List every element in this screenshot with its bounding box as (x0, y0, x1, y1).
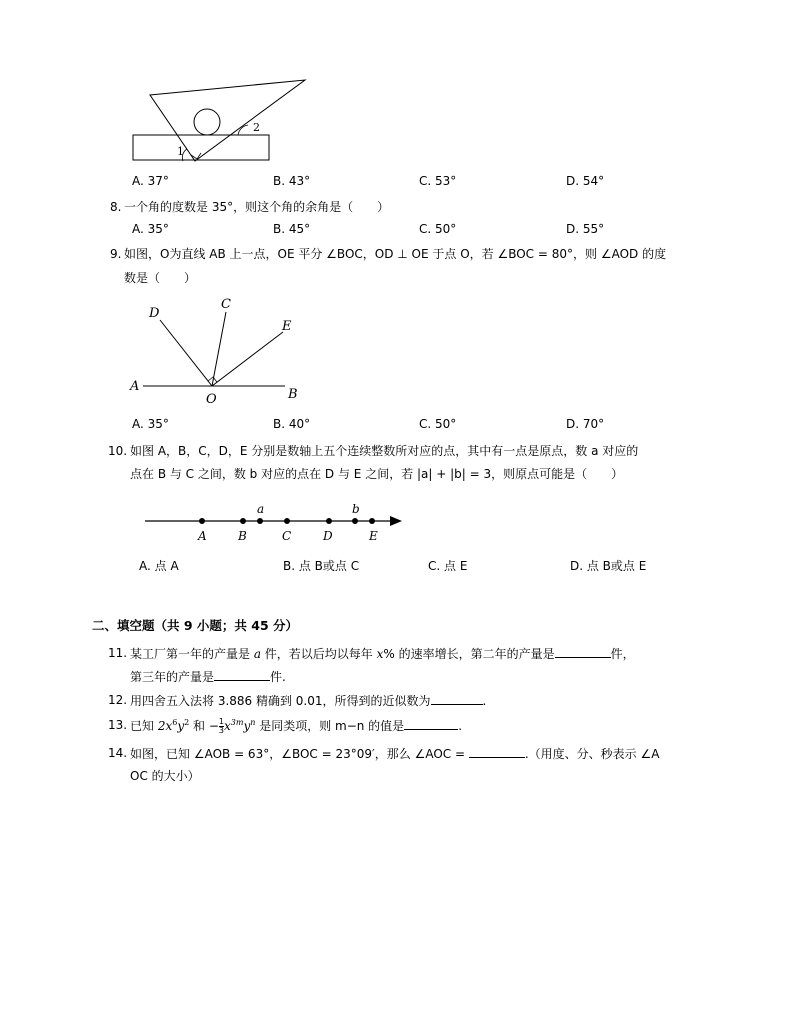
label-b: B (238, 529, 247, 543)
q11-text-a: 某工厂第一年的产量是 (130, 647, 254, 661)
label-b: B (288, 387, 298, 402)
q11-text-e: 第三年的产量是 (130, 670, 215, 684)
point-a (199, 518, 205, 524)
q8-option-a: A. 35° (132, 222, 169, 236)
q9-option-a: A. 35° (132, 417, 169, 431)
label-e: E (369, 529, 378, 543)
q11-blank-2[interactable] (214, 668, 270, 681)
number-line-figure (140, 498, 410, 546)
label-b-value: b (352, 502, 360, 516)
label-d: D (149, 306, 160, 321)
q8-number: 8. (110, 200, 122, 214)
q10-stem-line2: 点在 B 与 C 之间，数 b 对应的点在 D 与 E 之间，若 |a| + |b| = 3，则原点可能是（ ） (130, 467, 624, 481)
q9-stem-line1: 如图，O为直线 AB 上一点，OE 平分 ∠BOC，OD ⊥ OE 于点 O，若 ∠BOC = 80°，则 ∠AOD 的度 (124, 247, 667, 261)
triangle-ruler-figure (125, 75, 315, 170)
q9-option-b: B. 40° (273, 417, 311, 431)
q14-blank[interactable] (469, 745, 525, 758)
q11-var-x: x (376, 647, 384, 661)
label-a-value: a (257, 502, 265, 516)
q13-end: . (458, 719, 463, 733)
q14-line1 (130, 745, 659, 762)
point-e (369, 518, 375, 524)
ray-oe (212, 332, 283, 386)
q11-text-b: 件，若以后均以每年 (260, 647, 377, 661)
q14-line2: OC 的大小） (130, 769, 200, 783)
q11-text-f: 件. (270, 670, 286, 684)
ray-oc (212, 312, 226, 386)
q7-option-c: C. 53° (419, 174, 457, 188)
point-d (326, 518, 332, 524)
q9-stem-line2: 数是（ ） (124, 271, 197, 285)
q8-stem: 一个角的度数是 35°，则这个角的余角是（ ） (124, 200, 390, 214)
q10-number: 10. (108, 444, 128, 458)
ray-od (160, 320, 212, 386)
label-a: A (130, 379, 140, 394)
q12-text: 用四舍五入法将 3.886 精确到 0.01，所得到的近似数为 (130, 694, 431, 708)
angle-figure-q9 (125, 292, 310, 407)
angle-2-arc (238, 125, 248, 135)
q8-option-d: D. 55° (566, 222, 605, 236)
point-b (240, 518, 246, 524)
q7-option-b: B. 43° (273, 174, 311, 188)
q12-blank[interactable] (431, 692, 483, 705)
q13-line (130, 717, 462, 735)
q14-number: 14. (108, 746, 128, 760)
q12-number: 12. (108, 693, 128, 707)
q13-fraction: $\frac{1}{3}$ (218, 717, 224, 735)
q11-blank-1[interactable] (555, 645, 611, 658)
q12-end: . (482, 694, 487, 708)
q13-term2: $x^{3m}y^n$ (223, 718, 256, 733)
q9-option-d: D. 70° (566, 417, 605, 431)
label-c: C (282, 529, 292, 543)
q11-text-d: 件， (610, 647, 635, 661)
q11-line2 (130, 668, 286, 685)
angle-2-label: 2 (253, 121, 260, 134)
q11-number: 11. (108, 646, 128, 660)
q13-post: 是同类项，则 m−n 的值是 (255, 719, 405, 733)
q11-var-a: a (253, 647, 261, 661)
q13-term1: $2x^6y^2$ (157, 718, 190, 733)
label-d: D (323, 529, 333, 543)
q9-number: 9. (110, 247, 122, 261)
section-heading: 二、填空题（共 9 小题；共 45 分） (92, 618, 299, 633)
q14-text-b: .（用度、分、秒表示 ∠A (524, 747, 660, 761)
q8-option-b: B. 45° (273, 222, 311, 236)
label-c: C (221, 297, 231, 312)
point-b-value (352, 518, 358, 524)
q11-text-c: % 的速率增长，第二年的产量是 (383, 647, 555, 661)
q10-option-b: B. 点 B或点 C (283, 559, 360, 573)
set-square-hole (194, 109, 220, 135)
q8-option-c: C. 50° (419, 222, 457, 236)
label-o: O (206, 392, 217, 407)
q9-option-c: C. 50° (419, 417, 457, 431)
q10-option-c: C. 点 E (428, 559, 468, 573)
q11-line1 (130, 645, 635, 662)
q13-number: 13. (108, 718, 128, 732)
q14-text-a: 如图，已知 ∠AOB = 63°，∠BOC = 23°09′，那么 ∠AOC = (130, 747, 466, 761)
point-a-value (257, 518, 263, 524)
angle-1-label: 1 (177, 145, 184, 158)
point-c (284, 518, 290, 524)
q10-stem-line1: 如图 A，B，C，D，E 分别是数轴上五个连续整数所对应的点，其中有一点是原点，数 a 对应的 (130, 444, 639, 458)
q7-option-a: A. 37° (132, 174, 169, 188)
q13-pre: 已知 (130, 719, 158, 733)
q10-option-a: A. 点 A (139, 559, 179, 573)
q13-blank[interactable] (404, 717, 458, 730)
q7-option-d: D. 54° (566, 174, 605, 188)
label-e: E (282, 319, 292, 334)
arrow-head-icon (390, 516, 402, 526)
q12-line (130, 692, 486, 709)
label-a: A (198, 529, 207, 543)
set-square (150, 80, 305, 161)
q13-mid: 和 − (189, 719, 219, 733)
q10-option-d: D. 点 B或点 E (570, 559, 647, 573)
